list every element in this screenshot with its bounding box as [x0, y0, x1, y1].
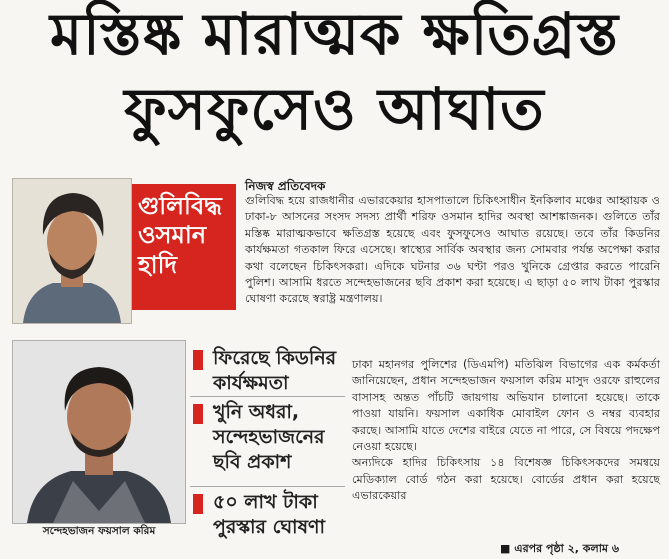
divider [190, 486, 345, 487]
article-paragraph-1: গুলিবিদ্ধ হয়ে রাজধানীর এভারকেয়ার হাসপাতালে চিকিৎসাধীন ইনকিলাব মঞ্চের আহ্বায়ক ও ঢাকা-৮ আসনের সংসদ সদস্য প্রার্থী শরিফ ওসমান হাদির অবস্থা আশঙ্কাজনক। গুলিতে তাঁর মস্তিষ্ক মারাত্মকভাবে ক্ষতিগ্রস্ত হয়েছে এবং ফুসফুসেও আঘাত রয়েছে। তবে তাঁর কিডনির কার্যক্ষমতা গতকাল ফিরে এসেছে। স্বাস্থ্যের সার্বিক অবস্থার জন্য সোমবার পর্যন্ত অপেক্ষা করার কথা বলেছেন চিকিৎসকরা। এদিকে ঘটনার ৩৬ ঘণ্টা পরও খুনিকে গ্রেপ্তার করতে পারেনি পুলিশ। আসামি ধরতে সন্দেহভাজনের ছবি প্রকাশ করা হয়েছে। এ ছাড়া ৫০ লাখ টাকা পুরস্কার ঘোষণা করেছে স্বরাষ্ট্র মন্ত্রণালয়। [245, 194, 660, 306]
highlight-bar-icon [193, 350, 203, 370]
highlight-bar-icon [193, 404, 203, 424]
portrait-photo-hadi [12, 178, 132, 324]
highlight-2 [193, 400, 325, 475]
highlight-3 [193, 490, 325, 540]
highlight-1 [193, 346, 336, 396]
headline [0, 0, 669, 143]
tag-line-1: গুলিবিদ্ধ [138, 192, 222, 220]
headline-line-1: মস্তিষ্ক মারাত্মক ক্ষতিগ্রস্ত [49, 0, 620, 68]
tag-line-2: ওসমান [138, 221, 207, 250]
highlight-1-text: ফিরেছে কিডনির কার্যক্ষমতা [213, 347, 337, 394]
byline: নিজস্ব প্রতিবেদক [245, 179, 326, 193]
suspect-caption: সন্দেহভাজন ফয়সাল করিম [42, 525, 156, 537]
highlight-bar-icon [193, 494, 203, 514]
highlight-2-text: খুনি অধরা, সন্দেহভাজনের ছবি প্রকাশ [213, 401, 325, 473]
continued-note: ■ এরপর পৃষ্ঠা ২, কলাম ৬ [500, 542, 619, 555]
portrait-photo-suspect [12, 340, 186, 524]
divider [190, 396, 345, 397]
tag-box [132, 184, 236, 310]
highlight-3-text: ৫০ লাখ টাকা পুরস্কার ঘোষণা [213, 491, 326, 538]
tag-line-3: হাদি [138, 250, 178, 279]
headline-line-2: ফুসফুসেও আঘাত [124, 74, 545, 143]
article-paragraph-2: ঢাকা মহানগর পুলিশের (ডিএমপি) মতিঝিল বিভাগের এক কর্মকর্তা জানিয়েছেন, প্রধান সন্দেহভাজন ফয়সাল করিম মাসুদ ওরফে রাহুলের বাসাসহ অন্তত পাঁচটি জায়গায় অভিযান চালানো হয়েছে। তাকে পাওয়া যায়নি। ফয়সাল একাধিক মোবাইল ফোন ও নম্বর ব্যবহার করছে। আসামি যাতে দেশের বাইরে যেতে না পারে, সে বিষয়ে পদক্ষেপ নেওয়া হয়েছে। অন্যদিকে হাদির চিকিৎসায় ১৪ বিশেষজ্ঞ চিকিৎসকদের সমন্বয়ে মেডিক্যাল বোর্ড গঠন করা হয়েছে। বোর্ডের প্রধান করা হয়েছে এভারকেয়ার [352, 358, 660, 503]
